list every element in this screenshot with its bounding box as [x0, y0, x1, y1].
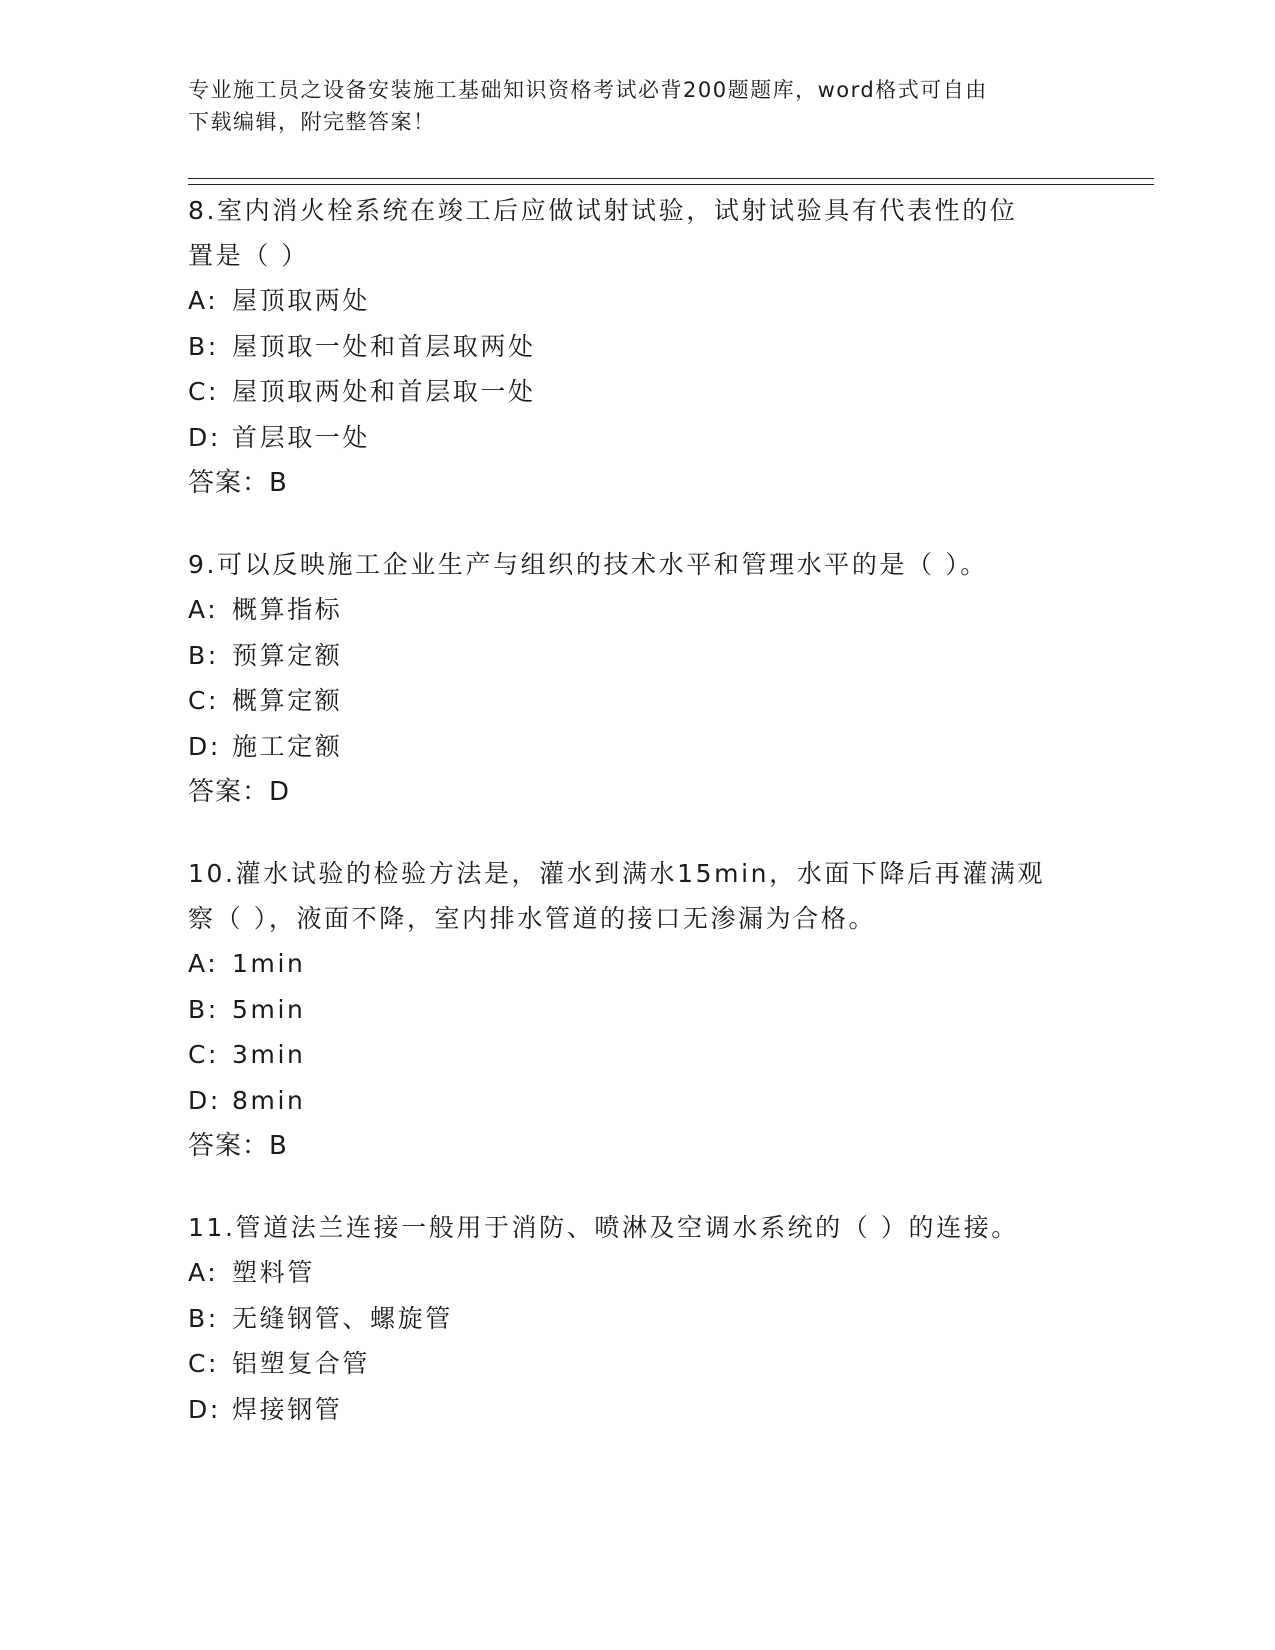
question-10	[188, 851, 1088, 1169]
question-stem: 11.管道法兰连接一般用于消防、喷淋及空调水系统的（ ）的连接。	[188, 1213, 1019, 1242]
question-stem: 9.可以反映施工企业生产与组织的技术水平和管理水平的是（ ）。	[188, 550, 988, 579]
option-a: A: 1min	[188, 949, 306, 978]
header-line-1: 专业施工员之设备安装施工基础知识资格考试必背200题题库，word格式可自由	[188, 78, 988, 102]
option-c: C: 概算定额	[188, 686, 343, 715]
header-line-2: 下载编辑，附完整答案！	[188, 110, 436, 134]
question-stem: 10.灌水试验的检验方法是，灌水到满水15min，水面下降后再灌满观 察（ ），液面不降，室内排水管道的接口无渗漏为合格。	[188, 859, 1046, 933]
option-b: B: 无缝钢管、螺旋管	[188, 1303, 453, 1333]
option-b: B: 屋顶取一处和首层取两处	[188, 331, 536, 361]
option-d: D: 焊接钢管	[188, 1394, 343, 1424]
question-8	[188, 188, 1088, 506]
option-d: D: 施工定额	[188, 731, 343, 761]
answer-line: 答案：B	[188, 468, 288, 498]
option-c: C: 铝塑复合管	[188, 1349, 371, 1378]
option-c: C: 屋顶取两处和首层取一处	[188, 377, 536, 406]
option-b: B: 5min	[188, 994, 306, 1024]
option-d: D: 首层取一处	[188, 422, 371, 452]
document-header	[188, 74, 1088, 138]
option-c: C: 3min	[188, 1040, 306, 1069]
answer-line: 答案：D	[188, 777, 291, 807]
option-d: D: 8min	[188, 1085, 306, 1115]
question-stem: 8.室内消火栓系统在竣工后应做试射试验，试射试验具有代表性的位 置是（ ）	[188, 196, 1018, 270]
header-divider-bottom	[188, 184, 1154, 185]
question-list	[188, 188, 1088, 1468]
question-11	[188, 1205, 1088, 1432]
answer-line: 答案：B	[188, 1131, 288, 1161]
option-a: A: 塑料管	[188, 1258, 315, 1287]
header-divider-top	[188, 178, 1154, 179]
question-9	[188, 542, 1088, 815]
option-a: A: 概算指标	[188, 595, 343, 624]
option-b: B: 预算定额	[188, 640, 343, 670]
option-a: A: 屋顶取两处	[188, 286, 371, 315]
